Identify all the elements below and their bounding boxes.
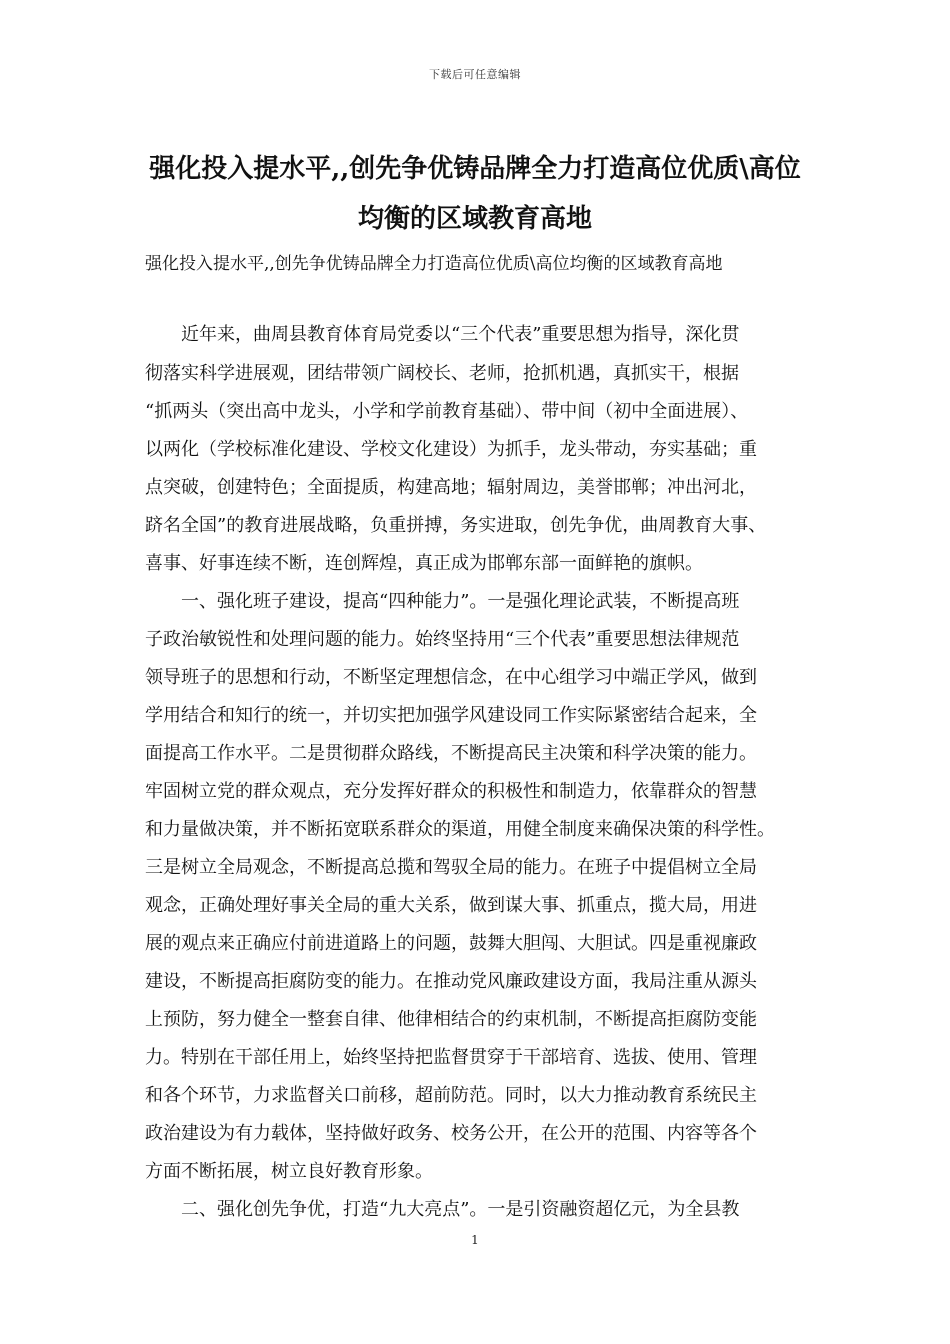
body-line: 建设，不断提高拒腐防变的能力。在推动党风廉政建设方面，我局注重从源头	[145, 971, 757, 992]
body-line: 展的观点来正确应付前进道路上的问题，鼓舞大胆闯、大胆试。四是重视廉政	[145, 933, 757, 954]
body-line: 彻落实科学进展观，团结带领广阔校长、老师，抢抓机遇，真抓实干，根据	[145, 363, 739, 384]
body-line: 力。特别在干部任用上，始终坚持把监督贯穿于干部培育、选拔、使用、管理	[145, 1047, 757, 1068]
document-title-line-2: 均衡的区域教育高地	[357, 204, 592, 234]
body-line: 领导班子的思想和行动，不断坚定理想信念，在中心组学习中端正学风，做到	[145, 667, 757, 688]
body-line: 三是树立全局观念，不断提高总揽和驾驭全局的能力。在班子中提倡树立全局	[145, 857, 757, 878]
body-line: 观念，正确处理好事关全局的重大关系，做到谋大事、抓重点，揽大局，用进	[145, 895, 757, 916]
body-line: 喜事、好事连续不断，连创辉煌，真正成为邯郸东部一面鲜艳的旗帜。	[145, 553, 703, 574]
body-line: “抓两头（突出高中龙头，小学和学前教育基础）、带中间（初中全面进展）、	[145, 401, 749, 422]
body-line: 点突破，创建特色；全面提质，构建高地；辐射周边，美誉邯郸；冲出河北，	[145, 477, 757, 498]
body-line: 面提高工作水平。二是贯彻群众路线，不断提高民主决策和科学决策的能力。	[145, 743, 757, 764]
body-line: 以两化（学校标准化建设、学校文化建设）为抓手，龙头带动，夯实基础；重	[145, 439, 757, 460]
body-line: 政治建设为有力载体，坚持做好政务、校务公开，在公开的范围、内容等各个	[145, 1123, 757, 1144]
body-line: 跻名全国”的教育进展战略，负重拼搏，务实进取，创先争优，曲周教育大事、	[145, 515, 767, 536]
body-line: 上预防，努力健全一整套自律、他律相结合的约束机制，不断提高拒腐防变能	[145, 1009, 757, 1030]
body-line: 一、强化班子建设，提高“四种能力”。一是强化理论武装，不断提高班	[145, 591, 740, 612]
body-line: 牢固树立党的群众观点，充分发挥好群众的积极性和制造力，依靠群众的智慧	[145, 781, 757, 802]
body-line: 学用结合和知行的统一，并切实把加强学风建设同工作实际紧密结合起来，全	[145, 705, 757, 726]
body-line: 近年来，曲周县教育体育局党委以“三个代表”重要思想为指导，深化贯	[145, 324, 740, 345]
body-line: 和各个环节，力求监督关口前移，超前防范。同时，以大力推动教育系统民主	[145, 1085, 757, 1106]
body-line: 和力量做决策，并不断拓宽联系群众的渠道，用健全制度来确保决策的科学性。	[145, 819, 775, 840]
body-line: 二、强化创先争优，打造“九大亮点”。一是引资融资超亿元，为全县教	[145, 1199, 740, 1220]
document-subtitle: 强化投入提水平,,创先争优铸品牌全力打造高位优质\高位均衡的区域教育高地	[145, 254, 723, 274]
body-line: 子政治敏锐性和处理问题的能力。始终坚持用“三个代表”重要思想法律规范	[145, 629, 740, 650]
page-number: 1	[471, 1233, 479, 1247]
body-line: 方面不断拓展，树立良好教育形象。	[145, 1161, 433, 1182]
header-note: 下载后可任意编辑	[429, 68, 521, 81]
document-title-line-1: 强化投入提水平,,创先争优铸品牌全力打造高位优质\高位	[149, 154, 801, 184]
